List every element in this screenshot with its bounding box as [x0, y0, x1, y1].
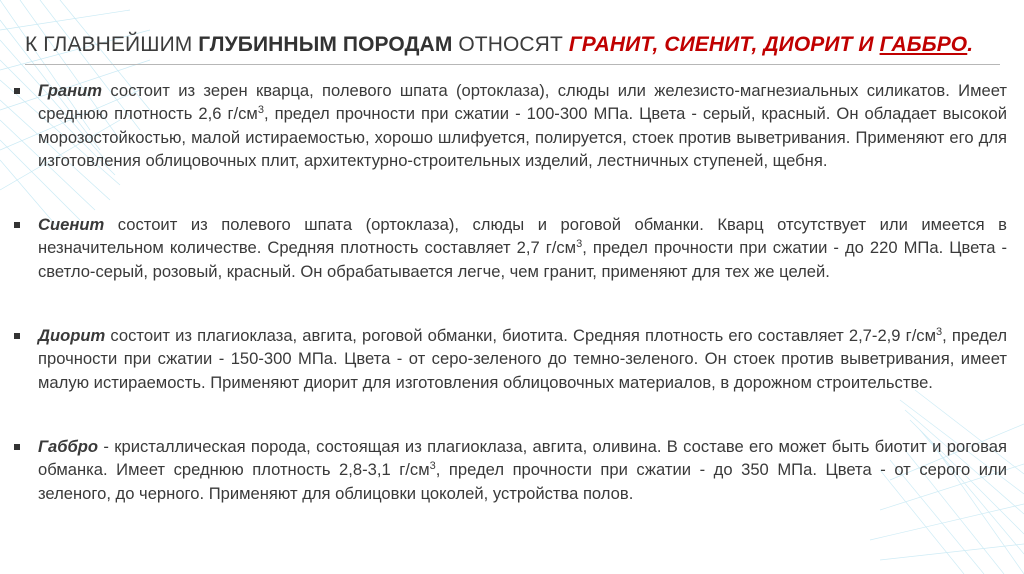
- item-text: состоит из полевого шпата (ортоклаза), слюды и роговой обманки. Кварц отсутствует или имеется в незначительном количестве. Средняя плотность составляет 2,7 г/см: [38, 215, 1007, 258]
- bullet-icon: [14, 333, 20, 339]
- slide-title: [25, 32, 1005, 58]
- item-text-continued: , предел прочности при сжатии - 150-300 МПа. Цвета - от серо-зеленого до темно-зеленого. Он стоек против выветривания, имеет малую истираемость. Применяют диорит для изготовления облицовочных материалов, в дорожном строительстве.: [38, 326, 1008, 392]
- item-superscript: 3: [936, 326, 943, 338]
- title-divider: [25, 64, 1000, 65]
- title-rock-gabbro: ГАББРО: [879, 33, 968, 56]
- item-term: Габбро: [38, 437, 99, 456]
- title-text-2: ОТНОСЯТ: [452, 33, 569, 56]
- title-period: .: [967, 33, 974, 56]
- item-term: Сиенит: [38, 215, 105, 234]
- item-text: - кристаллическая порода, состоящая из плагиоклаза, авгита, оливина. В составе его может быть биотит и роговая обманка. Имеет среднюю плотность 2,8-3,1 г/см: [38, 437, 1007, 480]
- item-text-continued: , предел прочности при сжатии - до 350 МПа. Цвета - от серого или зеленого, до черного. Применяют для облицовки цоколей, устройства полов.: [38, 460, 1007, 503]
- list-item-diorite: [12, 324, 1007, 394]
- item-superscript: 3: [257, 104, 264, 117]
- bullet-icon: [14, 88, 20, 94]
- item-superscript: 3: [429, 460, 436, 473]
- item-text-continued: , предел прочности при сжатии - 100-300 МПа. Цвета - серый, красный. Он обладает высокой морозостойкостью, малой истираемостью, хорошо шлифуется, полируется, стоек против выветривания. Применяют его для изготовления облицовочных плит, архитектурно-строительных изделий, лестничных ступеней, щебня.: [38, 104, 1007, 170]
- bullet-icon: [14, 444, 20, 450]
- list-item-syenite: [12, 213, 1007, 283]
- item-text-continued: , предел прочности при сжатии - до 220 МПа. Цвета - светло-серый, розовый, красный. Он обрабатывается легче, чем гранит, применяют для тех же целей.: [38, 238, 1007, 281]
- item-superscript: 3: [576, 238, 583, 251]
- title-text-1: К ГЛАВНЕЙШИМ: [25, 33, 199, 56]
- item-text: состоит из плагиоклаза, авгита, роговой обманки, биотита. Средняя плотность его составляет 2,7-2,9 г/см: [105, 326, 937, 345]
- list-item-gabbro: [12, 435, 1007, 505]
- bullet-icon: [14, 222, 20, 228]
- item-term: Диорит: [38, 326, 106, 345]
- item-term: Гранит: [38, 81, 103, 100]
- list-item-granite: [12, 79, 1007, 172]
- title-rocks-list: ГРАНИТ, СИЕНИТ, ДИОРИТ И: [568, 33, 880, 56]
- item-text: состоит из зерен кварца, полевого шпата (ортоклаза), слюды или железисто-магнезиальных силикатов. Имеет среднюю плотность 2,6 г/см: [38, 81, 1007, 124]
- title-emphasis: ГЛУБИННЫМ ПОРОДАМ: [198, 33, 453, 56]
